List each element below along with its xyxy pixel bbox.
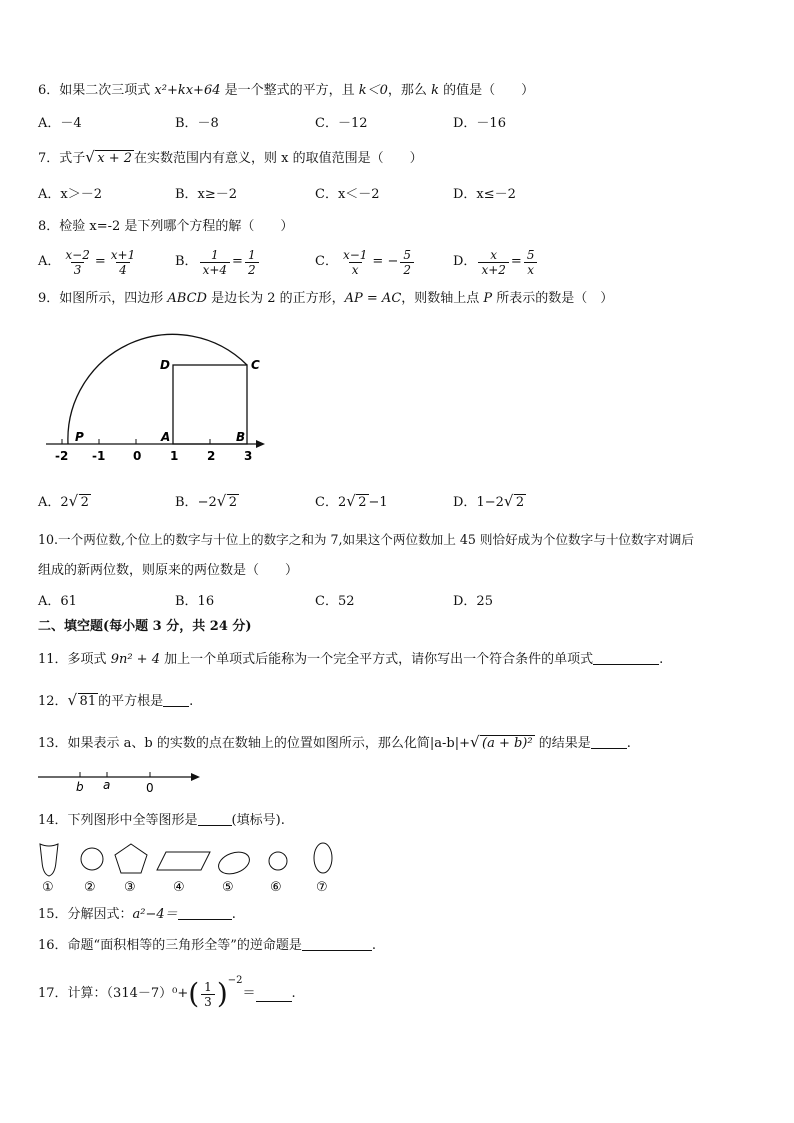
q10-option-a: A．61: [38, 594, 77, 609]
q12-text-b: 的平方根是: [98, 694, 164, 709]
q12-text-a: 12．: [38, 694, 68, 709]
shape-3-pentagon: [115, 844, 147, 873]
q9-c-post: −1: [368, 495, 388, 510]
q9-b-pre: −2: [197, 495, 217, 510]
q8-d-frac2: [524, 248, 538, 277]
q9-option-a: [38, 494, 91, 512]
q9-c-pre: 2: [337, 495, 347, 510]
q6-k: k: [431, 83, 439, 98]
q8-a-den1: 3: [71, 262, 85, 277]
q9-tick-label: 0: [133, 449, 142, 463]
q9-c-sqrt: √ 2: [346, 492, 367, 510]
q17-right-paren: ): [216, 977, 228, 1010]
question-13: [38, 734, 631, 753]
q8-b-den2: 2: [245, 262, 259, 277]
section-2-heading: 二、填空题(每小题 3 分，共 24 分): [38, 619, 252, 634]
question-16: [38, 936, 376, 955]
q6-option-a: A．－4: [38, 116, 82, 131]
q9-label-b: B: [236, 430, 246, 444]
q7-text-a: 7．式子: [38, 151, 86, 166]
q9-c-label: C．: [315, 495, 338, 510]
q8-a-num1: x−2: [65, 247, 90, 262]
q8-b-eq: =: [232, 254, 243, 269]
shape-label: ①: [42, 880, 54, 895]
q10-option-d: D．25: [453, 594, 493, 609]
q8-b-den1: x+4: [200, 262, 230, 277]
q13-end: .: [626, 736, 631, 751]
q13-figure: [36, 766, 206, 796]
q8-a-num2: x+1: [110, 247, 136, 262]
q8-b-num2: 1: [247, 247, 256, 262]
q8-c-den2: 2: [400, 262, 414, 277]
q7-option-a: A．x＞－2: [38, 187, 102, 202]
q17-frac: [201, 980, 215, 1009]
q6-text-c: ，那么: [387, 83, 432, 98]
q9-tick-label: 3: [244, 449, 253, 463]
q9-figure: [40, 330, 275, 465]
q9-option-b: [175, 494, 239, 512]
q13-text-a: 13．如果表示 a、b 的实数的点在数轴上的位置如图所示，那么化简|a-b|+: [38, 736, 470, 751]
q17-den: 3: [201, 994, 215, 1009]
q9-a-pre: 2: [60, 495, 69, 510]
q15-expression: a²−4＝: [132, 907, 178, 922]
question-14: [38, 811, 285, 830]
question-6-stem: [38, 82, 534, 100]
q17-exponent: −2: [227, 975, 243, 986]
q9-d-label: D．: [453, 495, 477, 510]
q13-label-a: a: [103, 778, 111, 792]
shape-label: ③: [124, 880, 136, 895]
q14-answer-blank[interactable]: [198, 811, 232, 826]
q9-c-radicand: 2: [358, 495, 367, 510]
shape-5-ellipse: [216, 848, 253, 878]
q12-sqrt: √ 81: [67, 691, 97, 709]
shape-label: ⑤: [222, 880, 234, 895]
q9-label-p: P: [75, 430, 84, 444]
q15-answer-blank[interactable]: [178, 905, 232, 920]
shape-7-ellipse: [314, 843, 332, 873]
q16-answer-blank[interactable]: [302, 936, 372, 951]
q13-text-b: 的结果是: [534, 736, 591, 751]
q17-text-b: ＝: [242, 986, 256, 1001]
q9-text-c: ，则数轴上点: [401, 291, 484, 306]
q9-a-radicand: 2: [80, 495, 89, 510]
q9-text-a: 9．如图所示，四边形: [38, 291, 168, 306]
q8-d-label: D．: [453, 254, 477, 269]
q8-option-d: [453, 244, 539, 280]
q9-arrow-icon: [256, 440, 265, 448]
q9-tick-label: 2: [207, 449, 216, 463]
question-10-line2: 组成的新两位数，则原来的两位数是（ ）: [38, 563, 299, 578]
q8-c-num1: x−1: [342, 247, 368, 262]
q8-d-den2: x: [524, 262, 537, 277]
q9-text-b: 是边长为 2 的正方形，: [206, 291, 345, 306]
q9-tick-label: 1: [170, 449, 179, 463]
q8-d-den1: x+2: [478, 262, 508, 277]
question-17: [38, 972, 296, 1016]
q17-answer-blank[interactable]: [256, 987, 292, 1002]
q14-text-b: (填标号).: [231, 813, 285, 828]
q8-a-eq: =: [94, 254, 106, 269]
q9-ap-ac: AP = AC: [344, 291, 402, 306]
q9-tick-label: -2: [55, 449, 69, 463]
q9-a-label: A．: [38, 495, 61, 510]
q10-option-b: B．16: [175, 594, 215, 609]
q9-d-pre: 1−2: [476, 495, 504, 510]
q9-label-c: C: [251, 358, 260, 372]
q7-option-b: B．x≥－2: [175, 187, 238, 202]
q9-d-sqrt: √ 2: [503, 492, 525, 510]
q12-radicand: 81: [79, 694, 97, 709]
q13-sqrt: √ (a + b)²: [470, 733, 533, 751]
q9-b-radicand: 2: [228, 495, 238, 510]
q13-radicand: (a + b)²: [482, 736, 533, 751]
q9-b-sqrt: √ 2: [216, 492, 238, 510]
question-11: [38, 650, 663, 669]
q6-option-c: C．－12: [315, 116, 368, 131]
q8-option-b: [175, 244, 261, 280]
q8-option-c: [315, 244, 416, 280]
q6-text-b: 是一个整式的平方，且: [220, 83, 359, 98]
q13-arrow-icon: [191, 773, 200, 781]
q8-b-frac2: [245, 248, 259, 277]
q7-text-b: 在实数范围内有意义，则 x 的取值范围是（ ）: [134, 151, 423, 166]
question-7-stem: [38, 150, 423, 168]
q16-text-a: 16．命题“面积相等的三角形全等”的逆命题是: [38, 938, 302, 953]
q15-text-a: 15．分解因式：: [38, 907, 133, 922]
q8-c-eq: = −: [372, 254, 399, 269]
q6-option-b: B．－8: [175, 116, 219, 131]
q8-c-num2: 5: [403, 247, 411, 262]
q17-text-a: 17．计算：（314－7）⁰+: [38, 986, 189, 1001]
q11-answer-blank[interactable]: [593, 650, 659, 665]
q13-label-b: b: [76, 780, 84, 794]
q8-a-frac2: [108, 248, 138, 277]
question-10-line1: 10.一个两位数,个位上的数字与十位上的数字之和为 7,如果这个两位数加上 45 则恰好成为个位数字与十位数字对调后: [38, 532, 694, 547]
q9-abcd: ABCD: [167, 291, 207, 306]
q11-end: .: [659, 652, 664, 667]
q16-end: .: [371, 938, 376, 953]
q14-text-a: 14．下列图形中全等图形是: [38, 813, 198, 828]
q8-d-eq: =: [510, 254, 522, 269]
question-8-stem: 8．检验 x=-2 是下列哪个方程的解（ ）: [38, 219, 294, 234]
q7-radicand: x + 2: [97, 151, 133, 166]
q9-text-d: 所表示的数是（ ）: [492, 291, 614, 306]
q7-option-d: D．x≤－2: [453, 187, 516, 202]
q12-end: .: [189, 694, 194, 709]
q17-left-paren: (: [188, 977, 200, 1010]
q9-option-c: [315, 494, 388, 512]
q6-text-d: 的值是（ ）: [438, 83, 535, 98]
q14-figure: [36, 838, 346, 896]
q15-end: .: [231, 907, 236, 922]
q7-sqrt: √ x + 2: [85, 148, 133, 166]
q8-b-num1: 1: [210, 247, 219, 262]
q9-p: P: [483, 291, 493, 306]
question-15: [38, 905, 236, 924]
q12-answer-blank[interactable]: [163, 692, 189, 707]
q8-b-label: B．: [175, 254, 198, 269]
shape-label: ②: [84, 880, 96, 895]
q9-arc: [68, 334, 247, 444]
q8-d-num1: x: [490, 247, 498, 262]
q8-a-frac1: [62, 248, 92, 277]
q8-a-label: A．: [38, 254, 61, 269]
q17-num: 1: [204, 979, 212, 994]
shape-4-parallelogram: [157, 852, 210, 870]
q8-b-frac1: [200, 248, 230, 277]
shape-label: ④: [173, 880, 185, 895]
q6-condition: k＜0: [358, 83, 388, 98]
q11-text-b: 加上一个单项式后能称为一个完全平方式，请你写出一个符合条件的单项式: [159, 652, 594, 667]
q8-a-den2: 4: [116, 262, 130, 277]
q8-c-den1: x: [349, 262, 362, 277]
shape-1-cup: [40, 844, 58, 876]
q8-option-a: [38, 244, 140, 280]
q6-expression: x²+kx+64: [154, 83, 221, 98]
shape-label: ⑥: [270, 880, 282, 895]
q8-d-frac1: [478, 248, 508, 277]
q8-d-num2: 5: [526, 247, 535, 262]
q11-expression: 9n² + 4: [110, 652, 160, 667]
q9-tick-label: -1: [92, 449, 106, 463]
shape-6-circle: [269, 852, 287, 870]
q9-a-sqrt: √ 2: [68, 492, 89, 510]
q9-b-label: B．: [175, 495, 198, 510]
q8-c-frac2: [400, 248, 414, 277]
q17-end: .: [291, 986, 296, 1001]
q11-text-a: 11．多项式: [38, 652, 111, 667]
shape-2-circle: [81, 848, 103, 870]
q9-label-a: A: [161, 430, 171, 444]
q6-text-a: 6．如果二次三项式: [38, 83, 155, 98]
question-12: [38, 692, 193, 711]
q9-option-d: [453, 494, 526, 512]
q8-c-frac1: [340, 248, 370, 277]
question-9-stem: [38, 290, 613, 308]
q9-d-radicand: 2: [515, 495, 525, 510]
q7-option-c: C．x＜－2: [315, 187, 380, 202]
shape-label: ⑦: [316, 880, 328, 895]
q6-option-d: D．－16: [453, 116, 506, 131]
q13-label-zero: 0: [146, 781, 154, 795]
q13-answer-blank[interactable]: [591, 734, 627, 749]
q8-c-label: C．: [315, 254, 338, 269]
q9-label-d: D: [160, 358, 170, 372]
q10-option-c: C．52: [315, 594, 355, 609]
